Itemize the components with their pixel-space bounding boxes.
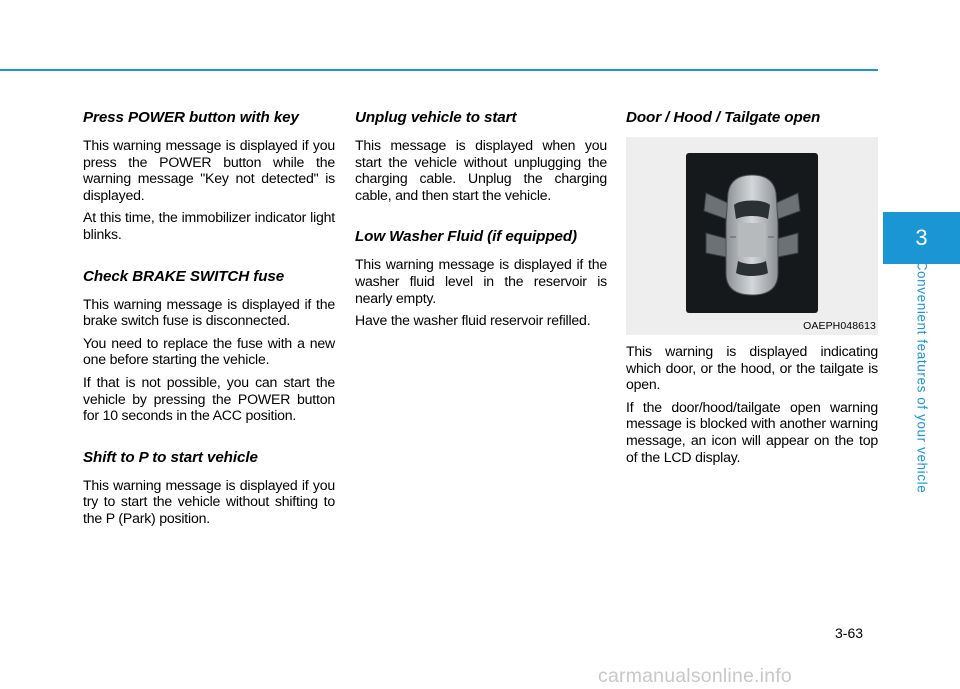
paragraph: This warning message is displayed if you press the POWER button while the warning message "Key not detected" is displayed.	[83, 137, 335, 203]
section-heading-low-washer-fluid: Low Washer Fluid (if equipped)	[355, 228, 577, 246]
paragraph: If the door/hood/tailgate open warning message is blocked with another warning message, an icon will appear on the top of the LCD display.	[626, 398, 878, 465]
paragraph: This warning message is displayed if the brake switch fuse is disconnected.	[83, 295, 335, 329]
paragraph: This warning is displayed indicating which door, or the hood, or the tailgate is open.	[626, 343, 878, 393]
header-rule	[0, 69, 878, 71]
page-number: 3-63	[835, 625, 864, 641]
paragraph: Have the washer fluid reservoir refilled.	[355, 312, 591, 329]
section-heading-shift-to-p: Shift to P to start vehicle	[83, 448, 258, 466]
figure-code: OAEPH048613	[803, 320, 876, 332]
car-top-view-icon	[686, 153, 818, 313]
paragraph: If that is not possible, you can start the vehicle by pressing the POWER button for 10 seconds in the ACC position.	[83, 373, 335, 424]
paragraph: This warning message is displayed if the washer fluid level in the reservoir is nearly empty.	[355, 256, 607, 306]
section-heading-power-button: Press POWER button with key	[83, 109, 299, 126]
paragraph: You need to replace the fuse with a new one before starting the vehicle.	[83, 334, 335, 368]
section-heading-unplug-vehicle: Unplug vehicle to start	[355, 109, 517, 126]
paragraph: This warning message is displayed if you try to start the vehicle without shifting to the P (Park) position.	[83, 476, 335, 526]
chapter-title: Convenient features of your vehicle	[914, 260, 930, 494]
door-open-illustration	[626, 137, 878, 335]
paragraph: This message is displayed when you start the vehicle without unplugging the charging cable. Unplug the charging cable, and then start the vehicle.	[355, 137, 607, 203]
column-1	[83, 108, 335, 533]
column-3	[626, 108, 878, 471]
section-heading-door-hood-tailgate: Door / Hood / Tailgate open	[626, 109, 821, 126]
section-heading-brake-switch-fuse: Check BRAKE SWITCH fuse	[83, 267, 285, 285]
lcd-display	[686, 153, 818, 313]
paragraph: At this time, the immobilizer indicator light blinks.	[83, 209, 335, 242]
chapter-tab: 3	[883, 212, 960, 264]
watermark: carmanualsonline.info	[598, 665, 792, 687]
column-2	[355, 108, 607, 335]
